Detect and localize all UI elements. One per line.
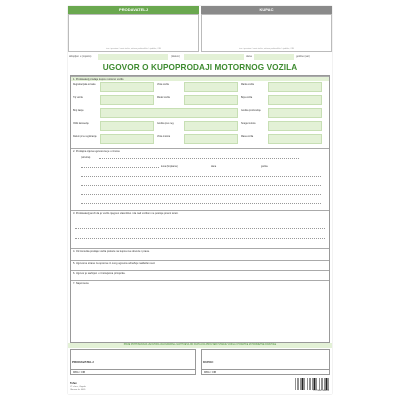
vehicle-field-input[interactable]	[268, 134, 322, 144]
date-label: (datum)	[171, 55, 180, 58]
vehicle-field-label: Registracijska oznaka	[73, 84, 96, 86]
buyer-details-box[interactable]	[201, 14, 332, 52]
vehicle-field-label: Snaga motora	[241, 123, 256, 125]
barcode-number: 9 770000 000000	[313, 390, 329, 392]
seller-details-box[interactable]	[68, 14, 199, 52]
vehicle-field-input[interactable]	[100, 82, 154, 92]
vehicle-field-input[interactable]	[100, 134, 154, 144]
vehicle-field-input[interactable]	[268, 95, 322, 105]
vehicle-field-input[interactable]	[268, 82, 322, 92]
section-5: 5. Ugovorne strane za sporove iz ovog ugovora određuju nadležan sud.	[71, 260, 329, 270]
day-field[interactable]	[254, 54, 294, 60]
vehicle-field-input[interactable]	[184, 82, 238, 92]
section-4: 4. Od trenutka predaje vozila prelaze na kupca sve obveze i prava.	[71, 248, 329, 260]
price-line-6[interactable]	[81, 200, 321, 204]
barcode-icon	[295, 378, 329, 390]
seller-mbg-field[interactable]: MBG / OIB	[71, 369, 195, 374]
section-3-line-1[interactable]	[75, 225, 325, 229]
vehicle-field-label: Marka vozila	[241, 84, 254, 86]
section-6: 6. Ugovor je sačinjen u 4 istovjetna primjerka.	[71, 270, 329, 280]
seller-caption: ime i prezime / naziv tvrtke, adresa prebivališta / sjedišta, OIB	[106, 48, 161, 50]
seller-signature-box[interactable]	[70, 349, 196, 375]
vehicle-field-label: Vrsta motora	[157, 136, 171, 138]
section-1-header: 1. Prodavatelj prodaje kupcu motorno vozilo	[71, 76, 329, 81]
price-line-5[interactable]	[81, 191, 321, 195]
date-field[interactable]	[184, 54, 244, 60]
buyer-header: KUPAC	[201, 6, 332, 14]
vehicle-field-label: Datum prve registracije	[73, 136, 97, 138]
buyer-caption: ime i prezime / naziv tvrtke, adresa prebivališta / sjedišta, OIB	[239, 48, 294, 50]
place-field[interactable]	[98, 54, 168, 60]
vehicle-field-label: Vrsta vozila	[157, 84, 169, 86]
vehicle-field-label: Model vozila	[157, 97, 170, 99]
vehicle-field-input[interactable]	[100, 121, 154, 131]
place-date-line	[68, 54, 332, 61]
year-label: godine (sat)	[296, 55, 310, 58]
section-3: 3. Prodavatelj jamči da je vozilo njegovo vlasništvo i da nad vozilom ne postoje pravni tereti.	[71, 210, 329, 248]
vehicle-field-input[interactable]	[268, 121, 322, 131]
vehicle-field-input[interactable]	[184, 95, 238, 105]
publisher-logo: Tofex	[70, 382, 77, 385]
green-notice: PRIJE POTPISIVANJA UGOVORA UGOVARATELJ ZAHTIJEVA OD KUPCA DA PROVJERI STANJE VOZILA I PODATKE IZ PROMETNE DOZVOLE	[68, 343, 332, 348]
section-7-notes[interactable]: 7. Napomena	[71, 280, 329, 344]
vehicle-field-input[interactable]	[100, 95, 154, 105]
price-line-3[interactable]	[81, 173, 321, 177]
section-2: 2. Prodajna cijena ugovorena je u iznosu (slovima) kuna (brojkama) dana godine	[71, 148, 329, 210]
buyer-signature-box[interactable]	[201, 349, 330, 375]
contract-form	[68, 6, 332, 394]
vehicle-field-input[interactable]	[100, 108, 238, 118]
vehicle-field-label: Tip vozila	[73, 97, 83, 99]
vehicle-field-label: Godina prve reg.	[157, 123, 175, 125]
vehicle-field-input[interactable]	[184, 121, 238, 131]
price-words-line[interactable]	[99, 155, 299, 159]
seller-signature-label: PRODAVATELJ	[72, 360, 94, 364]
price-line-4[interactable]	[81, 182, 321, 186]
buyer-signature-label: KUPAC	[203, 360, 214, 364]
vehicle-field-input[interactable]	[184, 134, 238, 144]
vehicle-field-label: Broj šasije	[73, 110, 84, 112]
vehicle-field-label: Masa vozila	[241, 136, 254, 138]
vehicle-field-label: Oblik karoserije	[73, 123, 89, 125]
place-label: sklopljen u (mjesto)	[69, 55, 92, 58]
day-label: dana	[246, 55, 252, 58]
vehicle-field-input[interactable]	[268, 108, 322, 118]
price-number-line[interactable]	[81, 164, 159, 168]
vehicle-field-label: Boja vozila	[241, 97, 253, 99]
document-title: UGOVOR O KUPOPRODAJI MOTORNOG VOZILA	[102, 63, 298, 72]
section-3-line-2[interactable]	[75, 235, 325, 239]
publisher-footer: Tofex I.T. d.o.o., Zagreb Obrazac br. 4005	[70, 382, 86, 391]
buyer-mbg-field[interactable]: MBG / OIB	[202, 369, 329, 374]
seller-header: PRODAVATELJ	[68, 6, 199, 14]
vehicle-field-label: Godina proizvodnje	[241, 110, 261, 112]
contract-body	[70, 75, 330, 343]
